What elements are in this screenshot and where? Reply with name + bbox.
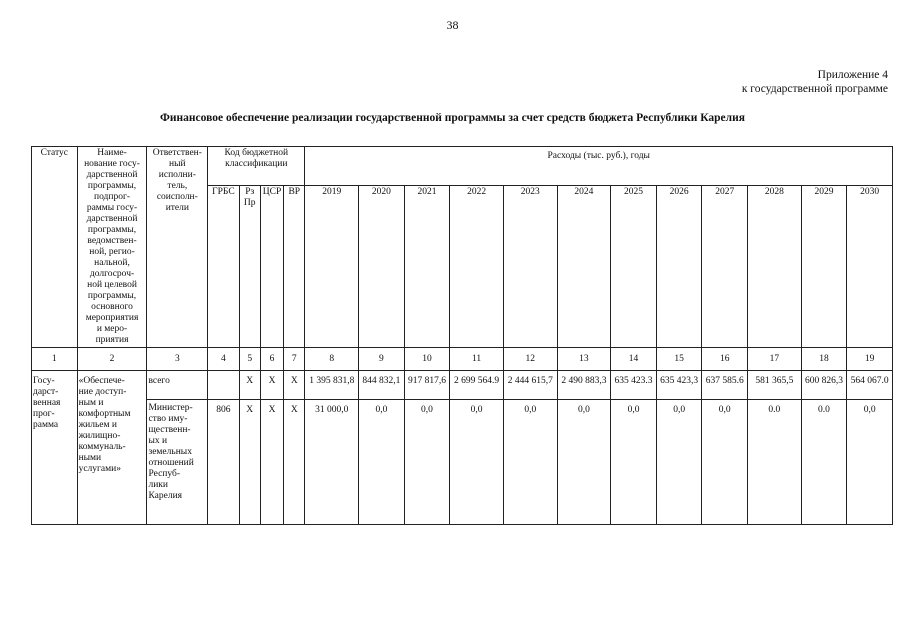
status-cell: Госу- дарст- венная прог- рамма xyxy=(32,371,78,525)
expense-value: 2 490 883,3 xyxy=(557,371,611,400)
header-year: 2021 xyxy=(404,186,450,348)
responsible-total-cell: всего xyxy=(147,371,208,400)
column-number: 5 xyxy=(239,348,260,371)
expense-value: 564 067.0 xyxy=(847,371,893,400)
vr-cell: X xyxy=(284,371,305,400)
expense-value: 0.0 xyxy=(801,400,847,525)
column-number: 19 xyxy=(847,348,893,371)
header-expenses: Расходы (тыс. руб.), годы xyxy=(305,147,893,186)
column-number: 14 xyxy=(611,348,657,371)
financing-table xyxy=(31,146,893,525)
expense-value: 637 585.6 xyxy=(702,371,748,400)
expense-value: 0,0 xyxy=(404,400,450,525)
header-vr: ВР xyxy=(284,186,305,348)
expense-value: 0,0 xyxy=(450,400,504,525)
program-name-cell: «Обеспече- ние доступ- ным и комфортным жильем и жилищно- коммуналь- ными услугами» xyxy=(77,371,147,525)
column-number: 3 xyxy=(147,348,208,371)
appendix-note xyxy=(742,68,888,96)
column-number: 12 xyxy=(503,348,557,371)
expense-value: 0,0 xyxy=(503,400,557,525)
column-number: 15 xyxy=(656,348,702,371)
column-number: 10 xyxy=(404,348,450,371)
vr-cell: X xyxy=(284,400,305,525)
column-number: 17 xyxy=(748,348,802,371)
responsible-ministry-cell: Министер- ство иму- щественн- ых и земельных отношений Респуб- лики Карелия xyxy=(147,400,208,525)
column-number-row xyxy=(32,348,893,371)
grbs-cell xyxy=(208,371,239,400)
column-number: 7 xyxy=(284,348,305,371)
expense-value: 2 699 564.9 xyxy=(450,371,504,400)
expense-value: 600 826,3 xyxy=(801,371,847,400)
column-number: 11 xyxy=(450,348,504,371)
column-number: 1 xyxy=(32,348,78,371)
expense-value: 635 423.3 xyxy=(611,371,657,400)
appendix-line-2: к государственной программе xyxy=(741,83,888,95)
expense-value: 0,0 xyxy=(656,400,702,525)
header-status: Статус xyxy=(32,147,78,348)
expense-value: 917 817,6 xyxy=(404,371,450,400)
header-year: 2020 xyxy=(359,186,405,348)
header-csr: ЦСР xyxy=(260,186,283,348)
column-number: 8 xyxy=(305,348,359,371)
table-row-total xyxy=(32,371,893,400)
rzpr-cell: X xyxy=(239,400,260,525)
header-year: 2024 xyxy=(557,186,611,348)
header-program-name: Наиме- нование госу- дарственной программы, подпрог- раммы госу- дарственной программы, ведомствен- ной, регио- нальной, долгосроч- ной целевой программы, основного мероприятия и меро- приятия xyxy=(77,147,147,348)
expense-value: 635 423,3 xyxy=(656,371,702,400)
expense-value: 2 444 615,7 xyxy=(503,371,557,400)
expense-value: 0.0 xyxy=(748,400,802,525)
expense-value: 0,0 xyxy=(359,400,405,525)
page-number: 38 xyxy=(446,18,459,32)
header-year: 2029 xyxy=(801,186,847,348)
header-year: 2022 xyxy=(450,186,504,348)
header-year: 2030 xyxy=(847,186,893,348)
header-year: 2027 xyxy=(702,186,748,348)
grbs-cell: 806 xyxy=(208,400,239,525)
header-budget-code: Код бюджетной классификации xyxy=(208,147,305,186)
header-year: 2019 xyxy=(305,186,359,348)
header-year: 2023 xyxy=(503,186,557,348)
rzpr-cell: X xyxy=(239,371,260,400)
expense-value: 31 000,0 xyxy=(305,400,359,525)
header-grbs: ГРБС xyxy=(208,186,239,348)
column-number: 18 xyxy=(801,348,847,371)
column-number: 16 xyxy=(702,348,748,371)
table-row-ministry xyxy=(32,400,893,525)
column-number: 4 xyxy=(208,348,239,371)
expense-value: 1 395 831,8 xyxy=(305,371,359,400)
document-title: Финансовое обеспечение реализации государственной программы за счет средств бюджета Республики Карелия xyxy=(160,112,745,124)
header-responsible: Ответствен- ный исполни- тель, соисполн- ители xyxy=(147,147,208,348)
appendix-line-1: Приложение 4 xyxy=(817,69,888,81)
csr-cell: X xyxy=(260,371,283,400)
expense-value: 0,0 xyxy=(557,400,611,525)
csr-cell: X xyxy=(260,400,283,525)
column-number: 9 xyxy=(359,348,405,371)
header-year: 2026 xyxy=(656,186,702,348)
column-number: 13 xyxy=(557,348,611,371)
expense-value: 844 832,1 xyxy=(359,371,405,400)
expense-value: 581 365,5 xyxy=(748,371,802,400)
expense-value: 0,0 xyxy=(702,400,748,525)
header-year: 2028 xyxy=(748,186,802,348)
column-number: 2 xyxy=(77,348,147,371)
column-number: 6 xyxy=(260,348,283,371)
expense-value: 0,0 xyxy=(611,400,657,525)
header-year: 2025 xyxy=(611,186,657,348)
header-rzpr: Рз Пр xyxy=(239,186,260,348)
expense-value: 0,0 xyxy=(847,400,893,525)
